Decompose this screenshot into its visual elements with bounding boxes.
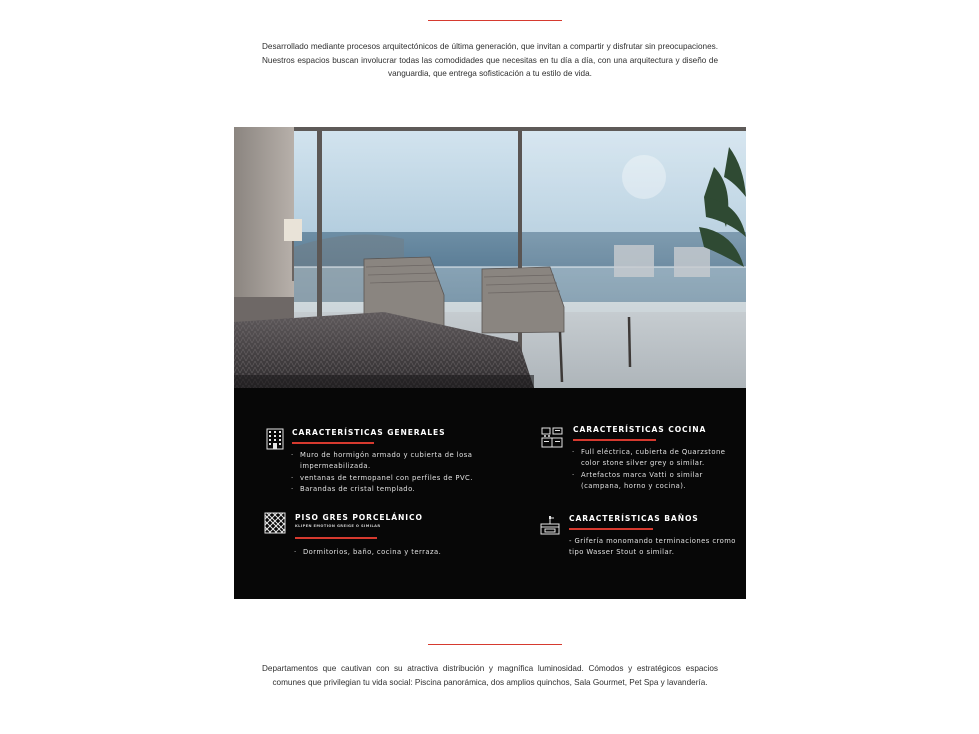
feature-cocina-list [572,447,732,493]
list-item: · Full eléctrica, cubierta de Quarzstone color stone silver grey o similar. [572,447,732,470]
list-item: · ventanas de termopanel con perfiles de PVC. [291,473,491,484]
list-item: · Artefactos marca Vatti o similar (campana, horno y cocina). [572,470,732,493]
features-panel [234,388,746,599]
bottom-divider [428,644,562,645]
kitchen-icon [541,426,563,448]
feature-banos-rule [569,528,653,530]
top-divider [428,20,562,21]
feature-generales-rule [292,442,374,444]
feature-generales-title: CARACTERÍSTICAS GENERALES [292,428,446,437]
feature-cocina-title: CARACTERÍSTICAS COCINA [573,425,707,434]
list-item: · Dormitorios, baño, cocina y terraza. [294,547,494,558]
bathroom-sink-icon [539,514,561,536]
feature-piso-rule [295,537,377,539]
feature-banos-list [569,536,739,559]
feature-piso-list [294,547,494,558]
feature-banos [539,514,739,574]
list-item: · Barandas de cristal templado. [291,484,491,495]
feature-piso-subtitle: KLIPEN EMOTION GREIGE O SIMILAR [295,524,381,528]
outro-paragraph: Departamentos que cautivan con su atractiva distribución y magnífica luminosidad. Cómodos y estratégicos espacios comunes que privilegian tu vida social: Piscina panorámica, dos amplios quinchos, Sala Gourmet, Pet Spa y lavandería. [262,664,718,687]
hero-photo [234,127,746,388]
feature-piso [264,512,464,572]
feature-cocina-rule [573,439,656,441]
feature-cocina [541,424,741,504]
list-item: · Muro de hormigón armado y cubierta de losa impermeabilizada. [291,450,491,473]
feature-banos-title: CARACTERÍSTICAS BAÑOS [569,514,699,523]
building-icon [264,428,286,450]
list-item: - Grifería monomando terminaciones cromo tipo Wasser Stout o similar. [569,537,736,557]
feature-piso-title: PISO GRES PORCELÁNICO [295,513,423,522]
intro-paragraph: Desarrollado mediante procesos arquitectónicos de última generación, que invitan a compartir y disfrutar sin preocupaciones. Nuestros espacios buscan involucrar todas las comodidades que necesitas en tu día a día, con una arquitectura y diseño de vanguardia, que entrega sofisticación a tu estilo de vida. [262,42,718,79]
floor-tile-icon [264,512,286,534]
feature-generales-list [291,450,491,496]
